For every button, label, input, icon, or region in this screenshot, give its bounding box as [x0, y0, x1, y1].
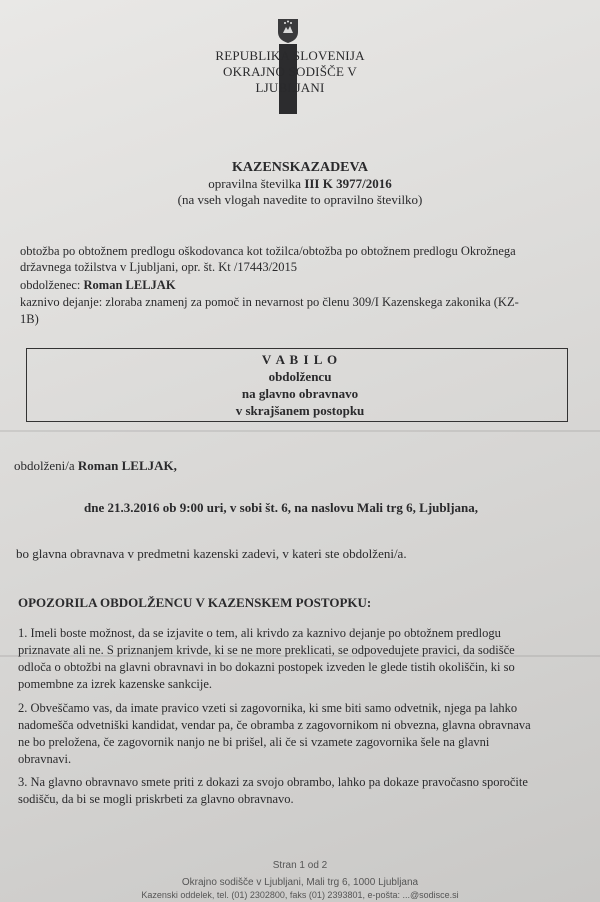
warning-1-line-3: odloča o obtožbi na glavni obravnavi in bo dokazni postopek izveden le glede tistih okoliščin, ki so [18, 660, 515, 674]
case-number-note: (na vseh vlogah navedite to opravilno številko) [177, 192, 423, 207]
summons-title: V A B I L O [261, 352, 339, 367]
court-name: OKRAJNO SODIŠČE V LJUBLJANI [223, 64, 357, 95]
case-number: III K 3977/2016 [304, 176, 392, 191]
coat-of-arms-icon [277, 18, 299, 44]
warning-1-line-1: 1. Imeli boste možnost, da se izjavite o tem, ali krivdo za kaznivo dejanje po obtožnem predlogu [18, 626, 501, 640]
summons-line-3: na glavno obravnavo [241, 386, 359, 401]
accused-label: obdolženec: [20, 278, 81, 292]
warning-1-line-2: priznavate ali ne. S priznanjem krivde, ki se ne more preklicati, se odpovedujete pravici, da sodišče [18, 643, 515, 657]
hearing-details: dne 21.3.2016 ob 9:00 uri, v sobi št. 6, na naslovu Mali trg 6, Ljubljana, [84, 500, 479, 515]
addressee-label: obdolženi/a [14, 458, 75, 473]
addressee-name: Roman LELJAK, [77, 458, 177, 473]
hearing-purpose: bo glavna obravnava v predmetni kazenski zadevi, v kateri ste obdolženi/a. [16, 546, 407, 561]
accused-name: Roman LELJAK [83, 278, 176, 292]
indictment-line-2: državnega tožilstva v Ljubljani, opr. št. Kt /17443/2015 [20, 260, 298, 274]
charge-line-1: kaznivo dejanje: zloraba znamenj za pomoč in nevarnost po členu 309/I Kazenskega zakonika (KZ- [20, 295, 519, 309]
warning-2-line-2: nadomešča odvetniški kandidat, vendar pa, če obramba z zagovornikom ni obvezna, glavna obravnava [18, 718, 531, 732]
case-heading: KAZENSKAZADEVA [232, 160, 368, 175]
accused-line [20, 278, 176, 293]
warnings-heading: OPOZORILA OBDOLŽENCU V KAZENSKEM POSTOPKU: [18, 595, 372, 610]
warning-2-line-3: ne bo preložena, če zagovornik nanjo ne bi prišel, ali če si vzamete zagovornika šele na glavni [18, 735, 490, 749]
warning-2-line-1: 2. Obveščamo vas, da imate pravico vzeti si zagovornika, ki sme biti samo odvetnik, njega pa lahko [18, 701, 518, 715]
footer-contact: Kazenski oddelek, tel. (01) 2302800, faks (01) 2393801, e-pošta: ...@sodisce.si [141, 890, 459, 900]
case-number-line [0, 176, 600, 192]
indictment-line-1: obtožba po obtožnem predlogu oškodovanca kot tožilca/obtožba po obtožnem predlogu Okrožnega [20, 244, 516, 258]
warning-3-line-1: 3. Na glavno obravnavo smete priti z dokazi za svojo obrambo, lahko pa dokaze pravočasno sporočite [18, 775, 528, 789]
summons-line-2: obdolžencu [268, 369, 332, 384]
paper-fold [0, 430, 600, 432]
republic-name: REPUBLIKA SLOVENIJA [215, 48, 365, 63]
warning-1-line-4: pomembne za izrek kazenske sankcije. [18, 677, 213, 691]
case-number-label: opravilna številka [208, 176, 302, 191]
charge-line-2: 1B) [20, 312, 39, 326]
warning-3-line-2: sodišču, da bi se mogli priskrbeti za glavno obravnavo. [18, 792, 294, 806]
warning-2-line-4: obravnavi. [18, 752, 72, 766]
summons-line-4: v skrajšanem postopku [235, 403, 365, 418]
page-number: Stran 1 od 2 [272, 860, 328, 871]
addressee-line [14, 458, 177, 474]
footer-address: Okrajno sodišče v Ljubljani, Mali trg 6, 1000 Ljubljana [181, 877, 419, 888]
